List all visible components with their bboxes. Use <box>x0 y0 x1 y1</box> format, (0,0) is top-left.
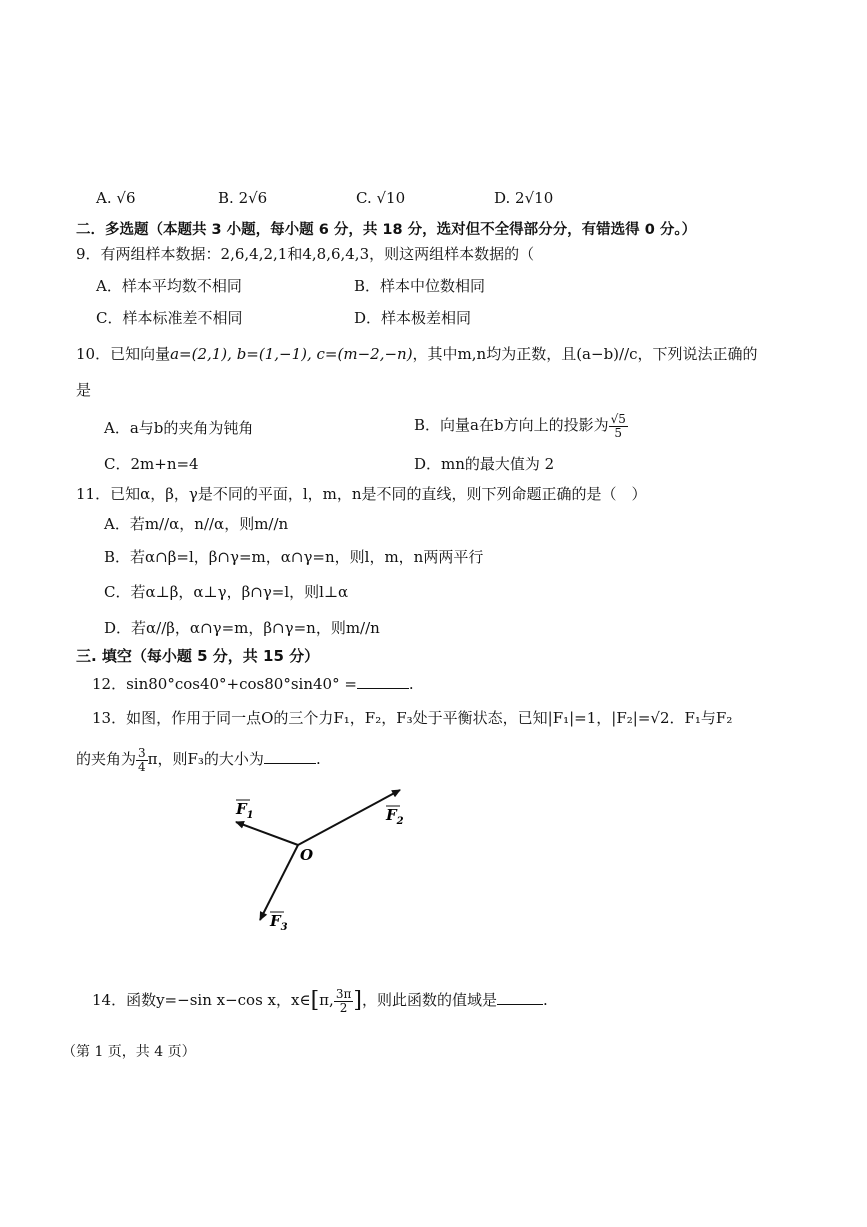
page-footer: （第 1 页，共 4 页） <box>62 1044 196 1060</box>
q9-stem: 9．有两组样本数据：2,6,4,2,1和4,8,6,4,3，则这两组样本数据的（ <box>76 245 535 263</box>
q11-option-c: C．若α⊥β，α⊥γ，β∩γ=l，则l⊥α <box>104 583 349 601</box>
q11-option-b: B．若α∩β=l，β∩γ=m，α∩γ=n，则l，m，n两两平行 <box>104 548 484 566</box>
force-diagram <box>220 780 420 940</box>
q10-stem: 10．已知向量a=(2,1), b=(1,−1), c=(m−2,−n)，其中m,n均为正数，且(a−b)//c，下列说法正确的 <box>76 345 758 363</box>
q10-stem-line2: 是 <box>76 381 92 399</box>
q9-option-a: A．样本平均数不相同 <box>96 277 242 295</box>
q12-answer-blank[interactable] <box>357 674 409 689</box>
q13-stem: 13．如图，作用于同一点O的三个力F₁，F₂，F₃处于平衡状态，已知|F₁|=1，|F₂|=√2．F₁与F₂ <box>92 709 733 727</box>
q8-option-d: D. 2√10 <box>494 189 554 207</box>
q14-answer-blank[interactable] <box>497 990 543 1005</box>
q12-stem: 12．sin80°cos40°+cos80°sin40° = . <box>92 675 414 693</box>
q14-stem: 14．函数y=−sin x−cos x，x∈[π, $\frac{3\pi}{2}$ ]，则此函数的值域是 . <box>92 986 548 1015</box>
force-f3-label: $F_3$ <box>270 912 288 933</box>
section3-title: 三. 填空（每小题 5 分，共 15 分） <box>76 647 320 665</box>
q9-option-d: D．样本极差相同 <box>354 309 472 327</box>
q13-stem-line2: 的夹角为 $\frac{3}{4}$ π，则F₃的大小为 . <box>76 745 321 774</box>
q11-stem: 11．已知α，β，γ是不同的平面，l，m，n是不同的直线，则下列命题正确的是（ ） <box>76 485 647 503</box>
q10-option-d: D．mn的最大值为 2 <box>414 455 555 473</box>
force-f3-arrow <box>260 845 298 920</box>
force-f1-arrow <box>236 822 298 845</box>
q10-option-a: A．a与b的夹角为钝角 <box>104 419 254 437</box>
section2-title: 二．多选题（本题共 3 小题，每小题 6 分，共 18 分，选对但不全得部分分，有错选得 0 分。） <box>76 222 697 238</box>
q9-option-b: B．样本中位数相同 <box>354 277 486 295</box>
q8-option-a: A. √6 <box>96 189 136 207</box>
q10-option-c: C．2m+n=4 <box>104 455 199 473</box>
q8-option-b: B. 2√6 <box>218 189 268 207</box>
force-f2-label: $F_2$ <box>386 806 404 827</box>
point-o-label: O <box>300 846 314 864</box>
q10-option-b: B．向量a在b方向上的投影为 $\frac{√5}{5}$ <box>414 411 626 440</box>
q11-option-a: A．若m//α，n//α，则m//n <box>104 515 289 533</box>
q13-answer-blank[interactable] <box>264 749 316 764</box>
q11-option-d: D．若α//β，α∩γ=m，β∩γ=n，则m//n <box>104 619 380 637</box>
force-f1-label: $F_1$ <box>236 800 254 821</box>
q9-option-c: C．样本标准差不相同 <box>96 309 243 327</box>
force-f2-arrow <box>298 790 400 845</box>
q8-option-c: C. √10 <box>356 189 406 207</box>
